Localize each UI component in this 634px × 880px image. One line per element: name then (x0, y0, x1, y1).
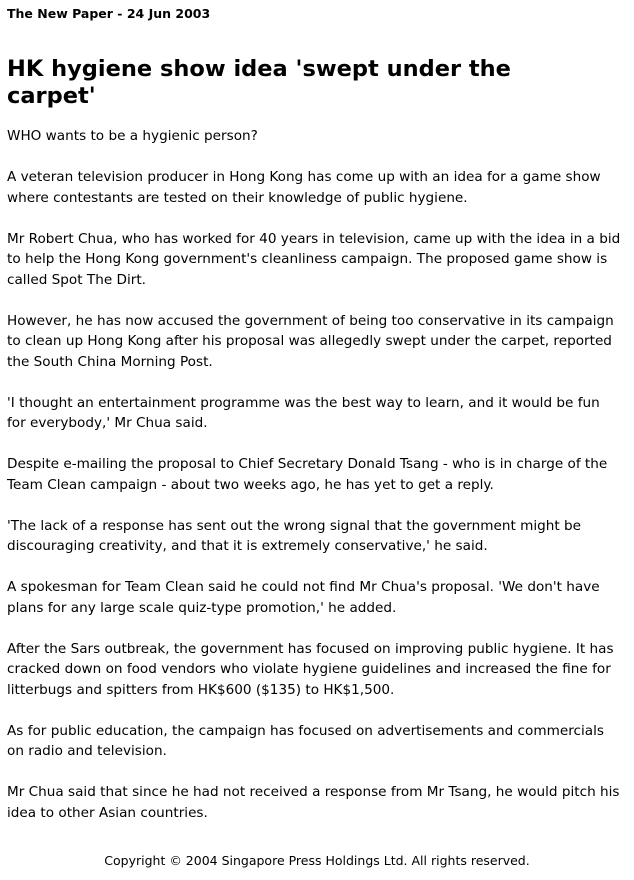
publication-date-line: The New Paper - 24 Jun 2003 (7, 6, 211, 21)
article-paragraph-11: Mr Chua said that since he had not received a response from Mr Tsang, he would pitch his idea to other Asian countries. (7, 784, 620, 821)
article-paragraph-3: Mr Robert Chua, who has worked for 40 years in television, came up with the idea in a bid to help the Hong Kong government's cleanliness campaign. The proposed game show is called Spot The Dirt. (7, 230, 621, 288)
article-paragraph-10: As for public education, the campaign has focused on advertisements and commercials on radio and television. (7, 722, 604, 759)
article-paragraph-6: Despite e-mailing the proposal to Chief Secretary Donald Tsang - who is in charge of the Team Clean campaign - about two weeks ago, he has yet to get a reply. (7, 456, 608, 493)
article-paragraph-5: 'I thought an entertainment programme was the best way to learn, and it would be fun for everybody,' Mr Chua said. (7, 394, 600, 431)
article-paragraph-7: 'The lack of a response has sent out the wrong signal that the government might be discouraging creativity, and that it is extremely conservative,' he said. (7, 517, 582, 554)
article-paragraph-1: WHO wants to be a hygienic person? (7, 128, 258, 144)
article-paragraph-4: However, he has now accused the government of being too conservative in its campaign to clean up Hong Kong after his proposal was allegedly swept under the carpet, reported the South China Morning Post. (7, 312, 614, 370)
article-body (7, 126, 622, 823)
article-page (7, 0, 622, 844)
article-paragraph-9: After the Sars outbreak, the government has focused on improving public hygiene. It has cracked down on food vendors who violate hygiene guidelines and increased the fine for litterbugs and spitters from HK$600 ($135) to HK$1,500. (7, 640, 614, 698)
article-headline: HK hygiene show idea 'swept under the carpet' (7, 56, 511, 109)
copyright-notice: Copyright © 2004 Singapore Press Holdings Ltd. All rights reserved. (104, 853, 530, 868)
article-paragraph-2: A veteran television producer in Hong Kong has come up with an idea for a game show where contestants are tested on their knowledge of public hygiene. (7, 169, 601, 206)
article-paragraph-8: A spokesman for Team Clean said he could not find Mr Chua's proposal. 'We don't have plans for any large scale quiz-type promotion,' he added. (7, 579, 600, 616)
